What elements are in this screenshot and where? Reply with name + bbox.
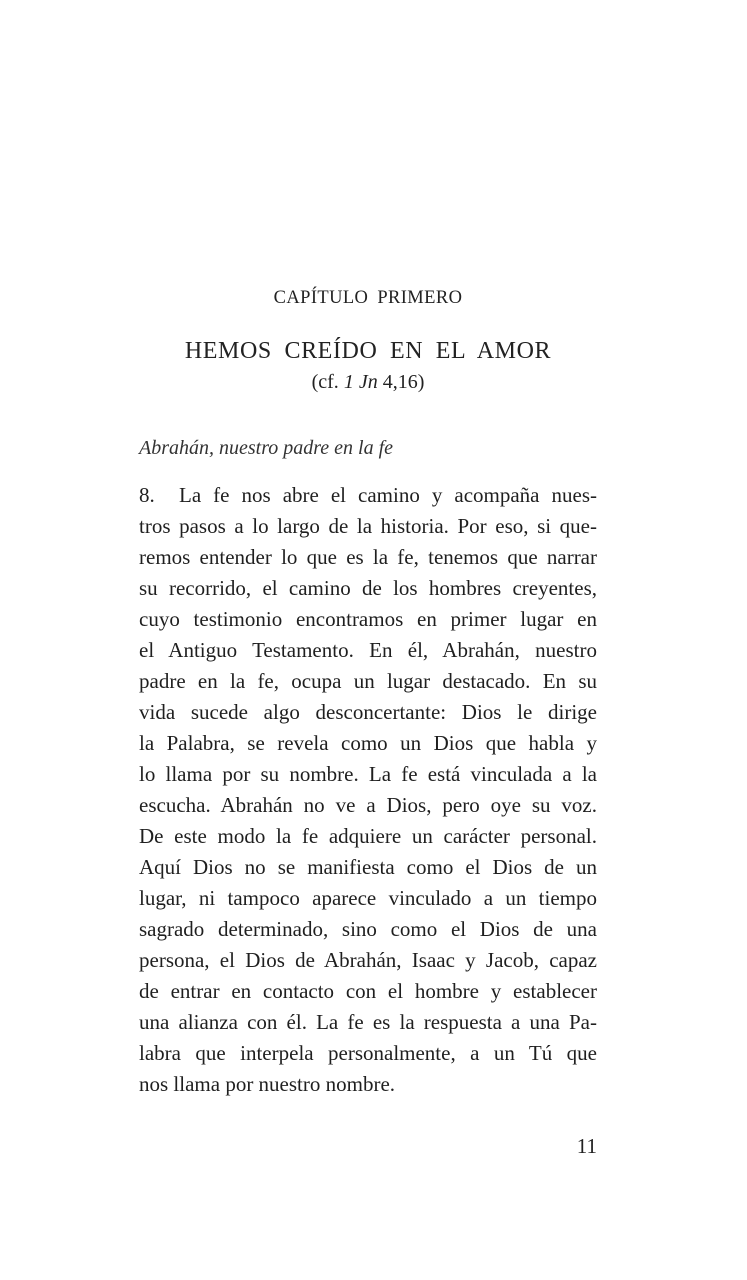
paragraph-line: tros pasos a lo largo de la historia. Por eso, si que- xyxy=(139,514,597,538)
paragraph-line: De este modo la fe adquiere un carácter personal. xyxy=(139,824,597,848)
paragraph-line: persona, el Dios de Abrahán, Isaac y Jacob, capaz xyxy=(139,948,597,972)
section-heading: Abrahán, nuestro padre en la fe xyxy=(139,437,394,459)
paragraph-line: su recorrido, el camino de los hombres creyentes, xyxy=(139,576,597,600)
reference-close: 4,16) xyxy=(377,371,425,393)
paragraph-line: el Antiguo Testamento. En él, Abrahán, nuestro xyxy=(139,638,597,662)
paragraph-line: padre en la fe, ocupa un lugar destacado. En su xyxy=(139,669,597,693)
paragraph-line: labra que interpela personalmente, a un Tú que xyxy=(139,1041,597,1065)
page-number: 11 xyxy=(576,1134,597,1158)
paragraph-line: lo llama por su nombre. La fe está vinculada a la xyxy=(139,762,597,786)
paragraph-line: sagrado determinado, sino como el Dios de una xyxy=(139,917,597,941)
reference-book: 1 Jn xyxy=(343,371,378,393)
chapter-reference xyxy=(0,371,736,394)
paragraph-line: escucha. Abrahán no ve a Dios, pero oye su voz. xyxy=(139,793,597,817)
paragraph-line-text: La fe nos abre el camino y acompaña nues- xyxy=(179,483,597,507)
paragraph-line: cuyo testimonio encontramos en primer lugar en xyxy=(139,607,597,631)
paragraph-number: 8. xyxy=(139,483,155,507)
paragraph-line: la Palabra, se revela como un Dios que habla y xyxy=(139,731,597,755)
paragraph-line: una alianza con él. La fe es la respuesta a una Pa- xyxy=(139,1010,597,1034)
paragraph-line: vida sucede algo desconcertante: Dios le dirige xyxy=(139,700,597,724)
chapter-label: CAPÍTULO PRIMERO xyxy=(273,288,463,308)
paragraph-body xyxy=(139,480,597,1100)
paragraph-line: de entrar en contacto con el hombre y establecer xyxy=(139,979,597,1003)
reference-open: (cf. xyxy=(311,371,344,393)
chapter-title: HEMOS CREÍDO EN EL AMOR xyxy=(184,338,552,364)
paragraph-line: remos entender lo que es la fe, tenemos que narrar xyxy=(139,545,597,569)
paragraph-line: Aquí Dios no se manifiesta como el Dios de un xyxy=(139,855,597,879)
paragraph-line xyxy=(139,480,597,511)
paragraph-line: nos llama por nuestro nombre. xyxy=(139,1072,396,1096)
paragraph-line: lugar, ni tampoco aparece vinculado a un tiempo xyxy=(139,886,597,910)
